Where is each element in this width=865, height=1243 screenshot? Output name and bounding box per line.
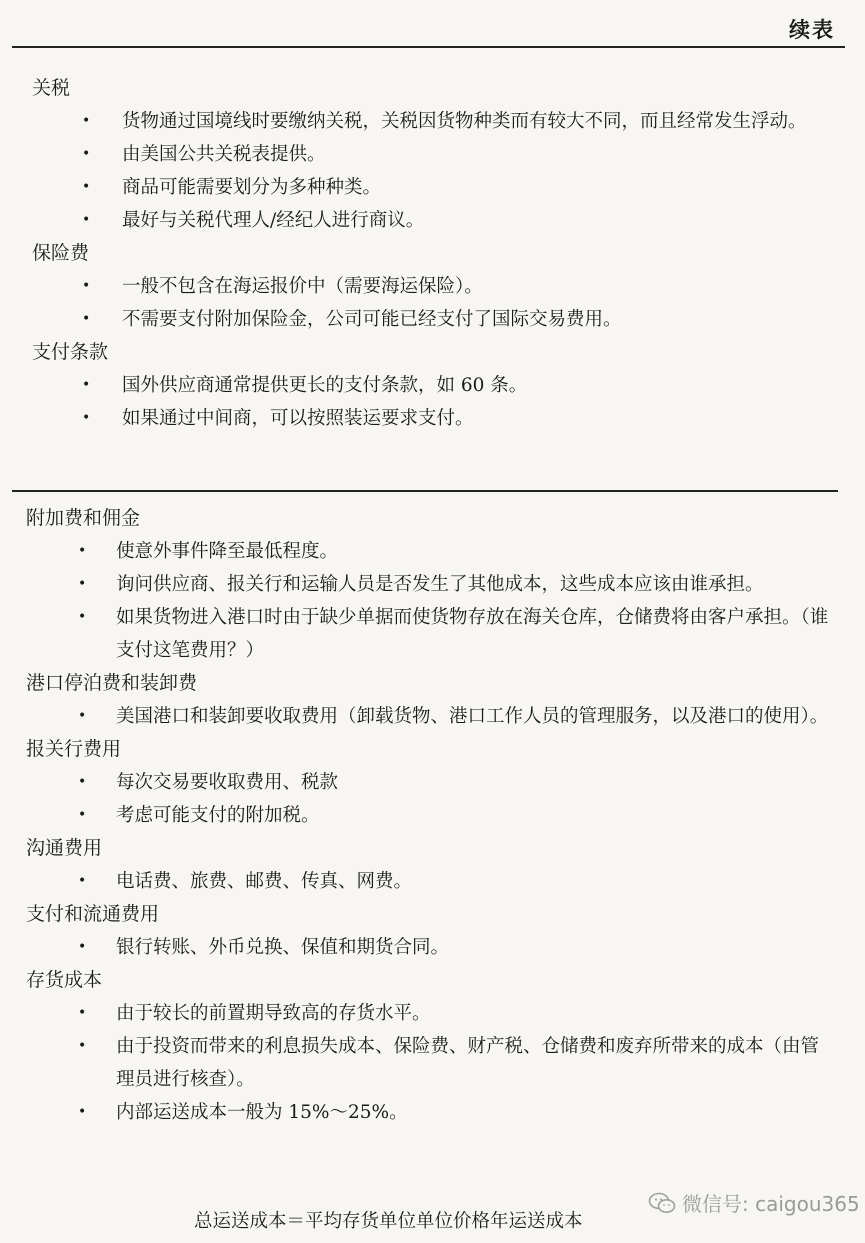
bullet-list [32,105,832,237]
list-item [32,171,832,204]
section-heading: 报关行费用 [26,738,122,760]
list-item [26,1030,836,1096]
middle-rule [12,490,838,492]
list-item [32,369,832,402]
section-heading: 港口停泊费和装卸费 [26,672,198,694]
section-heading: 支付和流通费用 [26,903,160,925]
bullet-icon: • [78,873,87,889]
bullet-icon: • [78,609,87,625]
section-heading: 支付条款 [32,341,109,363]
list-item-text: 考虑可能支付的附加税。 [116,805,320,826]
bullet-icon: • [82,113,91,129]
list-item [26,535,836,568]
bullet-icon: • [82,278,91,294]
list-item-text: 由于较长的前置期导致高的存货水平。 [116,1003,431,1024]
bullet-icon: • [82,212,91,228]
bullet-list [26,700,836,733]
bullet-list [26,865,836,898]
bullet-list [26,535,836,667]
bullet-icon: • [78,576,87,592]
list-item-text: 电话费、旅费、邮费、传真、网费。 [116,871,413,892]
watermark-text: 微信号: caigou365 [682,1192,860,1216]
list-item [26,766,836,799]
list-item-text: 内部运送成本一般为 15%～25%。 [116,1102,408,1123]
bullet-icon: • [78,807,87,823]
list-item-text: 使意外事件降至最低程度。 [116,541,339,562]
list-item [32,402,832,435]
bullet-icon: • [82,179,91,195]
list-item [26,799,836,832]
list-item [32,303,832,336]
bullet-icon: • [78,708,87,724]
bullet-icon: • [82,410,91,426]
list-item [32,270,832,303]
list-item [32,105,832,138]
bullet-icon: • [82,146,91,162]
bullet-list [32,369,832,435]
bullet-list [26,931,836,964]
continuation-label: 续表 [789,18,835,42]
section-heading: 保险费 [32,242,90,264]
section-heading: 附加费和佣金 [26,507,141,529]
list-item-text: 最好与关税代理人/经纪人进行商议。 [122,210,425,231]
list-item-text: 美国港口和装卸要收取费用（卸载货物、港口工作人员的管理服务，以及港口的使用）。 [116,706,829,727]
list-item [26,601,836,667]
list-item-text: 国外供应商通常提供更长的支付条款，如 60 条。 [122,375,528,396]
bullet-list [26,997,836,1129]
list-item-text: 商品可能需要划分为多种种类。 [122,177,382,198]
list-item [32,138,832,171]
watermark [648,1188,860,1217]
bullet-icon: • [78,939,87,955]
list-item [26,568,836,601]
list-item-text: 货物通过国境线时要缴纳关税，关税因货物种类而有较大不同，而且经常发生浮动。 [122,111,807,132]
list-item [32,204,832,237]
list-item-text: 每次交易要收取费用、税款 [116,772,339,793]
section-heading: 关税 [32,77,71,99]
list-item-text: 银行转账、外币兑换、保值和期货合同。 [116,937,450,958]
list-item [26,700,836,733]
list-item-text: 如果通过中间商，可以按照装运要求支付。 [122,408,474,429]
list-item-text: 由美国公共关税表提供。 [122,144,326,165]
bullet-icon: • [78,1038,87,1054]
bullet-list [32,270,832,336]
bullet-icon: • [78,774,87,790]
formula-text: 总运送成本＝平均存货单位单位价格年运送成本 [194,1211,583,1232]
bullet-icon: • [78,1005,87,1021]
list-item [26,865,836,898]
list-item [26,931,836,964]
bottom-sections [26,502,836,1129]
list-item-text: 由于投资而带来的利息损失成本、保险费、财产税、仓储费和废弃所带来的成本（由管理员进行核查）。 [116,1036,820,1090]
top-rule [12,46,845,48]
bullet-icon: • [78,1104,87,1120]
list-item-text: 一般不包含在海运报价中（需要海运保险）。 [122,276,483,297]
section-heading: 存货成本 [26,969,103,991]
bullet-icon: • [78,543,87,559]
top-sections [32,72,832,435]
list-item [26,1096,836,1129]
list-item-text: 如果货物进入港口时由于缺少单据而使货物存放在海关仓库，仓储费将由客户承担。（谁支付这笔费用？） [116,607,829,661]
section-heading: 沟通费用 [26,837,103,859]
bullet-list [26,766,836,832]
list-item-text: 不需要支付附加保险金，公司可能已经支付了国际交易费用。 [122,309,622,330]
list-item-text: 询问供应商、报关行和运输人员是否发生了其他成本，这些成本应该由谁承担。 [116,574,764,595]
wechat-icon [648,1192,676,1214]
bullet-icon: • [82,311,91,327]
list-item [26,997,836,1030]
bullet-icon: • [82,377,91,393]
